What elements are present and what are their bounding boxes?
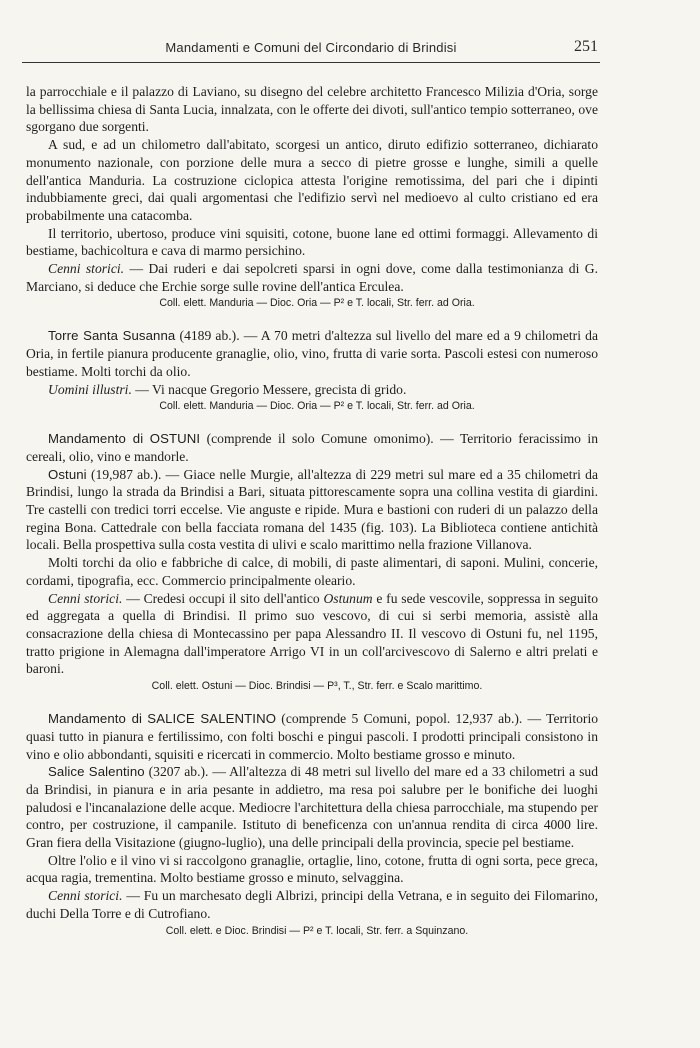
mandamento-ostuni-name: OSTUNI (149, 431, 201, 447)
ostunum-word: Ostunum (323, 590, 373, 606)
salice-text: (3207 ab.). — All'altezza di 48 metri sul livello del mare ed a 33 chilometri a sud da Brindisi, in pianura e in aria pesante in addietro, ma resa poi salubre per le bonifiche dei luoghi paludosi e l'incanalazione delle acque. Mediocre l'architettura della chiesa parrocchiale, ma stupendo per contro, per costruzione, il campanile. Istituto di beneficenza con un'annua rendita di circa 4000 lire. Gran fiera della Visitazione (giugno-luglio), una delle principali della provincia, specie pel bestiame. (26, 764, 598, 851)
header-title: Mandamenti e Comuni del Circondario di Brindisi (165, 40, 457, 55)
paragraph-ostuni-industria: Molti torchi da olio e fabbriche di calce, di mobili, di paste alimentari, di saponi. Mulini, concerie, cordami, tipografia, ecc. Commercio principalmente oleario. (26, 555, 598, 588)
ostuni-name: Ostuni (48, 466, 87, 482)
paragraph-torre (26, 327, 598, 380)
salice-name: Salice Salentino (48, 764, 145, 780)
mandamento-salice-name: SALICE SALENTINO (147, 711, 277, 727)
mandamento-salice-label: Mandamento di (48, 711, 143, 727)
paragraph-torre-illustri (26, 381, 598, 399)
paragraph-ostuni (26, 466, 598, 555)
torre-text: (4189 ab.). — A 70 metri d'altezza sul livello del mare ed a 9 chilometri da Oria, in fertile pianura producente granaglie, olio, vino, frutta di varie sorta. Pascoli estesi con numeroso bestiame. Molti torchi da olio. (26, 328, 598, 379)
salice-cenni-label: Cenni storici. (48, 888, 123, 904)
mandamento-salice (26, 710, 598, 763)
page-number: 251 (574, 38, 598, 55)
torre-name: Torre Santa Susanna (48, 328, 176, 344)
paragraph-cenni-erchie (26, 260, 598, 295)
paragraph-salice-cenni (26, 887, 598, 922)
mandamento-ostuni-text: (comprende il solo Comune omonimo). — Territorio feracissimo in cereali, olio, vino e mandorle. (26, 431, 598, 464)
ostuni-cenni-b: e fu sede vescovile, soppressa in seguito ed aggregata a quella di Brindisi. Il primo suo vescovo, di cui si serbi memoria, assistè alla consacrazione della chiesa di Montecassino per papa Alessandro II. Il vescovo di Ostuni fu, nel 1195, tratto prigione in Alemagna dall'imperatore Arrigo VI in un coll'arcivescovo di Salerno e altri prelati e baroni. (26, 590, 598, 677)
ostuni-cenni-label: Cenni storici. (48, 590, 123, 606)
salice-cenni-text: — Fu un marchesato degli Albrizi, principi della Vetrana, e in seguito dei Filomarino, duchi Della Torre e di Cutrofiano. (26, 888, 598, 921)
paragraph-territorio: Il territorio, ubertoso, produce vini squisiti, cotone, buone lane ed ottimi formaggi. Allevamento di bestiame, bachicoltura e cava di marmo persichino. (26, 225, 598, 259)
running-header (22, 38, 600, 63)
collegio-salice: Coll. elett. e Dioc. Brindisi — P² e T. locali, Str. ferr. a Squinzano. (165, 924, 469, 937)
paragraph-ostuni-cenni (26, 590, 598, 679)
paragraph-laviano: la parrocchiale e il palazzo di Laviano, su disegno del celebre architetto Francesco Milizia d'Oria, sorge la bellissima chiesa di Santa Lucia, innalzata, con le offerte dei divoti, sull'antico tempio sotterraneo, ove sgorgano due sorgenti. (26, 84, 598, 135)
uomini-illustri-label: Uomini illustri. (48, 381, 132, 397)
paragraph-salice-prodotti: Oltre l'olio e il vino vi si raccolgono granaglie, ortaglie, lino, cotone, frutta di ogni sorta, pece greca, acqua ragia, trementina. Molto bestiame grosso e minuto, selvaggina. (26, 852, 598, 886)
cenni-storici-label: Cenni storici. (48, 261, 125, 277)
collegio-ostuni: Coll. elett. Ostuni — Dioc. Brindisi — P³, T., Str. ferr. e Scalo marittimo. (151, 680, 483, 693)
ostuni-cenni-a: — Credesi occupi il sito dell'antico (122, 590, 324, 606)
collegio-torre: Coll. elett. Manduria — Dioc. Oria — P² e T. locali, Str. ferr. ad Oria. (159, 400, 475, 413)
paragraph-sud: A sud, e ad un chilometro dall'abitato, scorgesi un antico, diruto edifizio sotterraneo, dichiarato monumento nazionale, con porzione delle mura a secco di pietre grosse e lunghe, simili a quelle dell'antica Manduria. La costruzione ciclopica attesta l'origine remotissima, del pari che i dipinti indubbiamente greci, dai quali argomentasi che l'edifizio servì nel medioevo al culto cristiano ed era probabilmente una catacomba. (26, 137, 598, 223)
mandamento-salice-text: (comprende 5 Comuni, popol. 12,937 ab.). — Territorio quasi tutto in pianura e fertilissimo, con folti boschi e pingui pascoli. I prodotti principali consistono in vino e olio abbondanti, squisiti e ricercati in commercio. Molto bestiame grosso e minuto. (26, 711, 599, 762)
ostuni-text: (19,987 ab.). — Giace nelle Murgie, all'altezza di 229 metri sul mare ed a 35 chilometri da Brindisi, lungo la strada da Brindisi a Bari, situata pittorescamente sopra una collina vestita di giardini. Tre castelli con tredici torri eccelse. Vie anguste e ripide. Mura e bastioni con ruderi di un palazzo della regina Bona. Cattedrale con bella facciata romana del 1435 (fig. 103). La Biblioteca contiene antichità locali. Bella prospettiva sulla costa vestita di ulivi e scalo marittimo nella frazione Villanova. (26, 466, 598, 553)
cenni-storici-text: — Dai ruderi e dai sepolcreti sparsi in ogni dove, come dalla testimonianza di G. Marciano, si deduce che Erchie sorge sulle rovine dell'antica Erculea. (26, 261, 598, 294)
mandamento-ostuni (26, 430, 598, 465)
collegio-erchie: Coll. elett. Manduria — Dioc. Oria — P² e T. locali, Str. ferr. ad Oria. (159, 297, 475, 310)
uomini-illustri-text: — Vi nacque Gregorio Messere, grecista di grido. (131, 381, 407, 397)
mandamento-ostuni-label: Mandamento di (48, 431, 144, 447)
body-text (26, 83, 598, 939)
paragraph-salice (26, 763, 598, 852)
